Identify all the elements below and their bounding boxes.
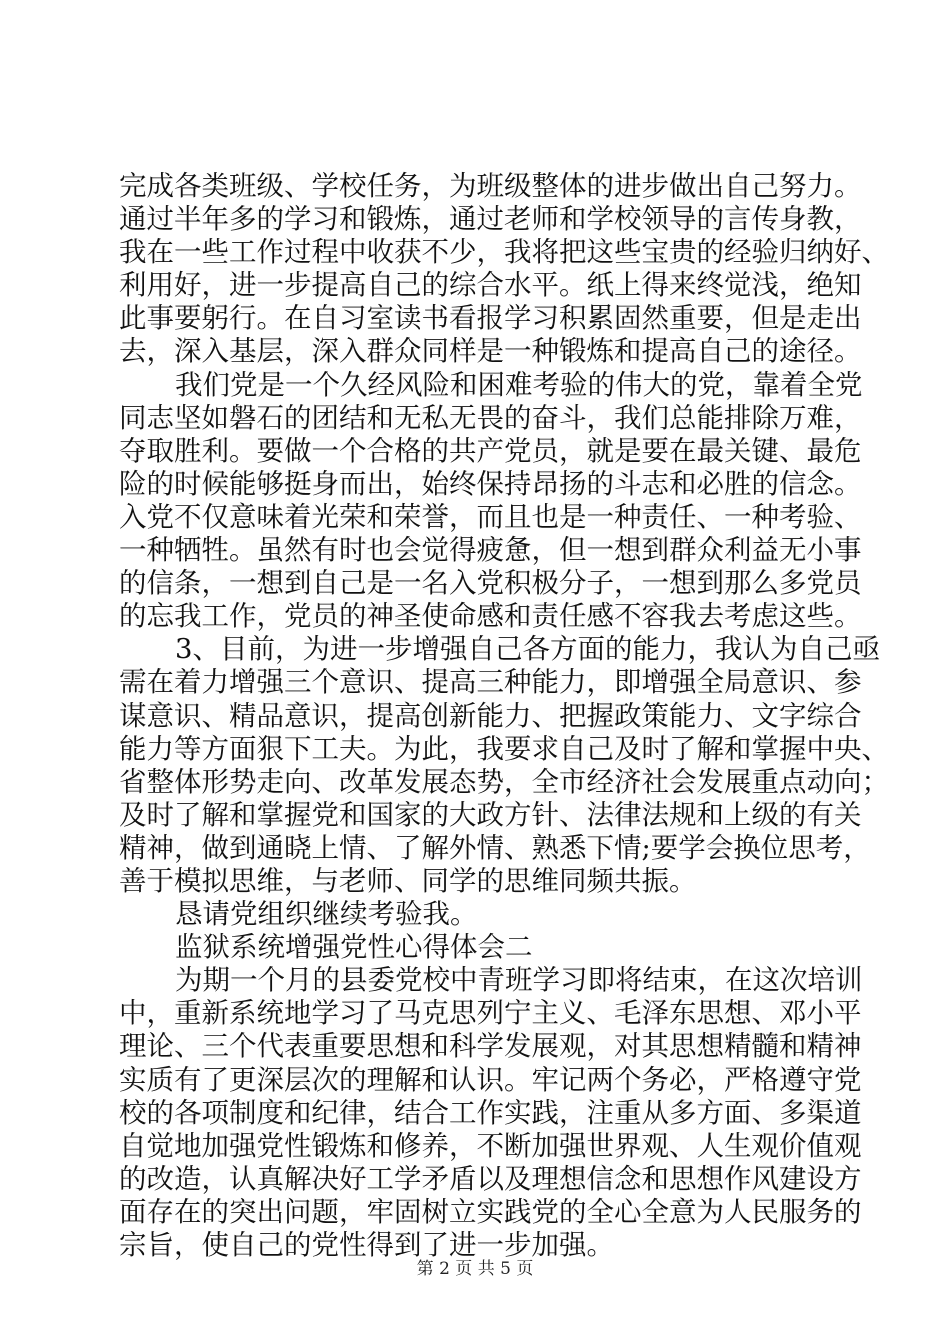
page-footer: 第 2 页 共 5 页: [416, 1259, 534, 1279]
text-line: 通过半年多的学习和锻炼，通过老师和学校领导的言传身教，: [119, 203, 862, 236]
text-line: 面存在的突出问题，牢固树立实践党的全心全意为人民服务的: [119, 1195, 862, 1228]
text-line: 此事要躬行。在自习室读书看报学习积累固然重要，但是走出: [119, 302, 862, 335]
text-line: 我在一些工作过程中收获不少，我将把这些宝贵的经验归纳好、: [119, 236, 889, 269]
document-body: [119, 170, 889, 1262]
text-line: 我们党是一个久经风险和困难考验的伟大的党，靠着全党: [175, 368, 863, 401]
text-line: 一种牺牲。虽然有时也会觉得疲惫，但一想到群众利益无小事: [119, 534, 862, 567]
text-line: 实质有了更深层次的理解和认识。牢记两个务必，严格遵守党: [119, 1063, 862, 1096]
text-line: 利用好，进一步提高自己的综合水平。纸上得来终觉浅，绝知: [119, 269, 862, 302]
text-line: 完成各类班级、学校任务，为班级整体的进步做出自己努力。: [119, 170, 862, 202]
text-line: 的信条，一想到自己是一名入党积极分子，一想到那么多党员: [119, 567, 862, 600]
text-line: 宗旨，使自己的党性得到了进一步加强。: [119, 1229, 614, 1261]
text-line: 监狱系统增强党性心得体会二: [175, 931, 533, 964]
text-line: 校的各项制度和纪律，结合工作实践，注重从多方面、多渠道: [119, 1096, 862, 1129]
text-line: 的改造，认真解决好工学矛盾以及理想信念和思想作风建设方: [119, 1162, 862, 1195]
text-line: 恳请党组织继续考验我。: [175, 898, 478, 931]
text-line: 中，重新系统地学习了马克思列宁主义、毛泽东思想、邓小平: [119, 997, 862, 1030]
text-line: 去，深入基层，深入群众同样是一种锻炼和提高自己的途径。: [119, 335, 862, 368]
text-line: 自觉地加强党性锻炼和修养，不断加强世界观、人生观价值观: [119, 1129, 862, 1162]
text-line: 需在着力增强三个意识、提高三种能力，即增强全局意识、参: [119, 666, 862, 699]
text-line: 省整体形势走向、改革发展态势，全市经济社会发展重点动向；: [119, 765, 889, 798]
text-line: 为期一个月的县委党校中青班学习即将结束，在这次培训: [175, 964, 863, 997]
text-line: 的忘我工作，党员的神圣使命感和责任感不容我去考虑这些。: [119, 600, 862, 633]
text-line: 入党不仅意味着光荣和荣誉，而且也是一种责任、一种考验、: [119, 500, 862, 533]
text-line: 夺取胜利。要做一个合格的共产党员，就是要在最关键、最危: [119, 434, 862, 467]
text-line: 能力等方面狠下工夫。为此，我要求自己及时了解和掌握中央、: [119, 732, 889, 765]
text-line: 及时了解和掌握党和国家的大政方针、法律法规和上级的有关: [119, 798, 862, 831]
text-line: 善于模拟思维，与老师、同学的思维同频共振。: [119, 864, 697, 897]
text-line: 险的时候能够挺身而出，始终保持昂扬的斗志和必胜的信念。: [119, 467, 862, 500]
text-line: 谋意识、精品意识，提高创新能力、把握政策能力、文字综合: [119, 699, 862, 732]
text-line: 精神，做到通晓上情、了解外情、熟悉下情;要学会换位思考，: [119, 831, 871, 864]
text-line: 同志坚如磐石的团结和无私无畏的奋斗，我们总能排除万难，: [119, 401, 862, 434]
text-line: 理论、三个代表重要思想和科学发展观，对其思想精髓和精神: [119, 1030, 862, 1063]
text-line: 3、目前，为进一步增强自己各方面的能力，我认为自己亟: [175, 633, 880, 666]
